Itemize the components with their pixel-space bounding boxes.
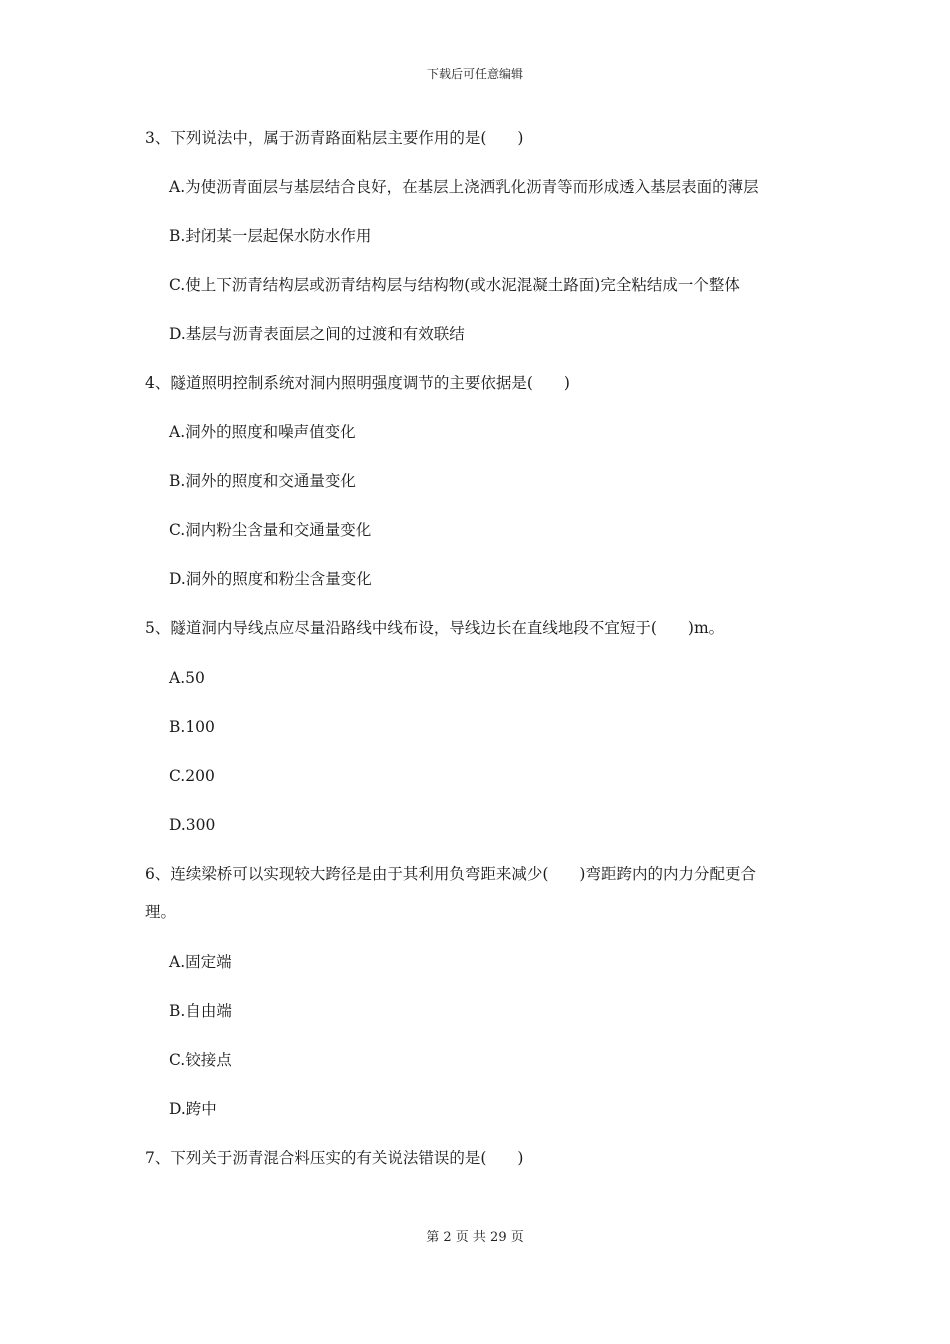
question-5-option-b: B.100 <box>169 718 215 736</box>
question-4-option-a: A.洞外的照度和噪声值变化 <box>169 423 356 441</box>
question-3-option-d: D.基层与沥青表面层之间的过渡和有效联结 <box>169 325 465 343</box>
question-4-option-b: B.洞外的照度和交通量变化 <box>169 472 356 490</box>
question-6-option-d: D.跨中 <box>169 1100 217 1118</box>
page-header: 下载后可任意编辑 <box>426 67 523 81</box>
question-7-stem: 7、下列关于沥青混合料压实的有关说法错误的是( ) <box>145 1149 524 1167</box>
question-3-stem: 3、下列说法中，属于沥青路面粘层主要作用的是( ) <box>145 129 524 147</box>
question-4-option-d: D.洞外的照度和粉尘含量变化 <box>169 570 372 588</box>
question-6-option-c: C.铰接点 <box>169 1051 232 1069</box>
question-5-option-d: D.300 <box>169 816 216 834</box>
question-4-stem: 4、隧道照明控制系统对洞内照明强度调节的主要依据是( ) <box>145 374 570 392</box>
question-3-option-a: A.为使沥青面层与基层结合良好，在基层上浇洒乳化沥青等而形成透入基层表面的薄层 <box>169 178 759 196</box>
question-6-option-a: A.固定端 <box>169 953 232 971</box>
question-6-stem-line1: 6、连续梁桥可以实现较大跨径是由于其利用负弯距来减少( )弯距跨内的内力分配更合 <box>145 865 756 883</box>
page-footer: 第 2 页 共 29 页 <box>426 1230 524 1245</box>
question-4-option-c: C.洞内粉尘含量和交通量变化 <box>169 521 372 539</box>
question-6-option-b: B.自由端 <box>169 1002 232 1020</box>
question-5-option-c: C.200 <box>169 767 215 785</box>
question-5-stem: 5、隧道洞内导线点应尽量沿路线中线布设，导线边长在直线地段不宜短于( )m。 <box>145 619 725 637</box>
question-6-stem-line2: 理。 <box>145 903 177 921</box>
question-3-option-b: B.封闭某一层起保水防水作用 <box>169 227 372 245</box>
question-5-option-a: A.50 <box>169 669 205 687</box>
question-3-option-c: C.使上下沥青结构层或沥青结构层与结构物(或水泥混凝土路面)完全粘结成一个整体 <box>169 276 740 294</box>
